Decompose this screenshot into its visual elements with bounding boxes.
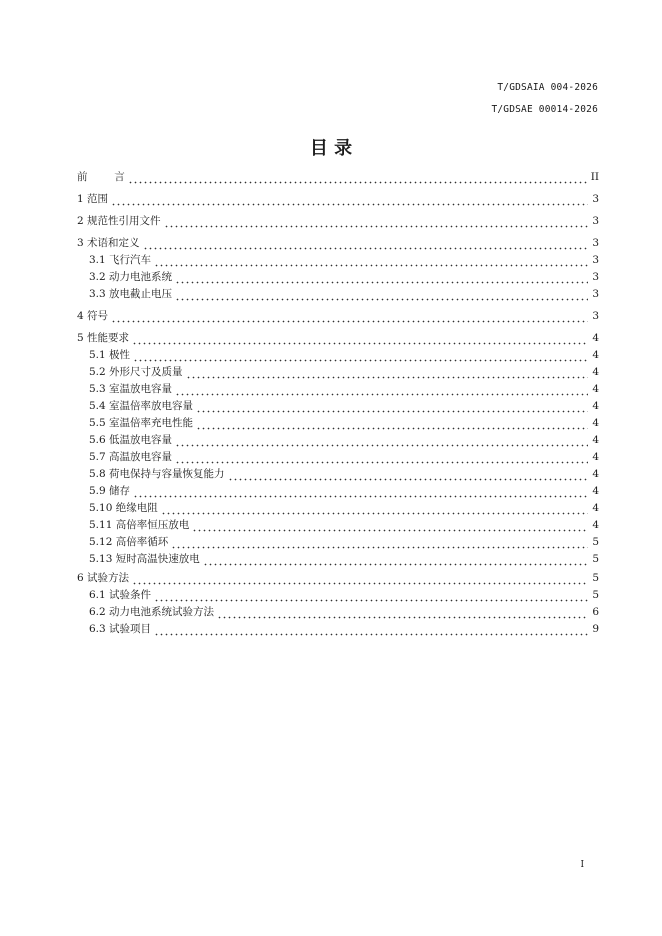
- dot-leader: [228, 471, 588, 481]
- toc-entry-number: 1: [77, 193, 84, 205]
- toc-entry-number: 5.12: [89, 536, 113, 548]
- toc-entry-text: 符号: [87, 310, 109, 322]
- toc-entry-page: 3: [592, 254, 599, 266]
- toc-entry-number: 3: [77, 237, 84, 249]
- toc-entry-text: 放电截止电压: [109, 288, 173, 300]
- toc-entry[interactable]: [89, 518, 599, 532]
- toc-entry[interactable]: [89, 399, 599, 413]
- toc-entry-number: 5.5: [89, 417, 106, 429]
- dot-leader: [111, 313, 588, 323]
- dot-leader: [175, 386, 588, 396]
- toc-entry[interactable]: [89, 270, 599, 284]
- toc-entry-page: 3: [592, 271, 599, 283]
- toc-entry-text: 试验项目: [109, 623, 152, 635]
- toc-entry-number: 2: [77, 215, 84, 227]
- toc-entry-label: [77, 309, 108, 323]
- dot-leader: [164, 218, 588, 228]
- toc-entry-label: [89, 382, 172, 396]
- toc-entry-text: 室温放电容量: [109, 383, 173, 395]
- toc-entry-text: 短时高温快速放电: [115, 553, 200, 565]
- toc-entry-number: 3.1: [89, 254, 106, 266]
- toc-entry-page: 4: [592, 400, 599, 412]
- dot-leader: [171, 539, 588, 549]
- dot-leader: [154, 626, 588, 636]
- toc-entry-number: 5.13: [89, 553, 113, 565]
- toc-entry-page: 3: [592, 237, 599, 249]
- toc-entry-label: [89, 287, 172, 301]
- toc-entry-page: 4: [592, 468, 599, 480]
- toc-entry-label: [89, 605, 214, 619]
- toc-entry-text: 高倍率恒压放电: [115, 519, 190, 531]
- toc-entry-label: [89, 535, 168, 549]
- toc-entry-label: [89, 433, 172, 447]
- toc-entry-number: 6.3: [89, 623, 106, 635]
- toc-entry-number: 5.3: [89, 383, 106, 395]
- dot-leader: [175, 291, 588, 301]
- toc-entry-text: 高倍率循环: [115, 536, 169, 548]
- dot-leader: [175, 274, 588, 284]
- toc-entry-text: 高温放电容量: [109, 451, 173, 463]
- toc-entry-number: 6: [77, 572, 84, 584]
- toc-entry-label: [77, 214, 161, 228]
- toc-entry-number: 6.1: [89, 589, 106, 601]
- toc-entry-label: [89, 270, 172, 284]
- toc-entry-number: 5: [77, 332, 84, 344]
- toc-entry-page: 3: [592, 310, 599, 322]
- toc-entry-label: [89, 501, 158, 515]
- toc-entry-number: 5.10: [89, 502, 113, 514]
- toc-entry[interactable]: [89, 605, 599, 619]
- toc-entry-number: 5.11: [89, 519, 113, 531]
- toc-entry-text: 飞行汽车: [109, 254, 152, 266]
- toc-entry[interactable]: [89, 535, 599, 549]
- toc-entry-label: [89, 399, 193, 413]
- toc-entry-number: 5.8: [89, 468, 106, 480]
- toc-entry-page: 5: [592, 589, 599, 601]
- toc-entry-text: 室温倍率放电容量: [109, 400, 194, 412]
- toc-entry-label: [77, 170, 125, 184]
- toc-entry-number: 5.6: [89, 434, 106, 446]
- dot-leader: [192, 522, 588, 532]
- toc-entry-text: 外形尺寸及质量: [109, 366, 183, 378]
- toc-entry[interactable]: [89, 622, 599, 636]
- toc-entry-text: 前 言: [77, 171, 125, 183]
- toc-entry-page: 4: [592, 434, 599, 446]
- page-number: I: [580, 860, 584, 870]
- toc-entry[interactable]: [77, 571, 599, 585]
- toc-entry-page: 4: [592, 502, 599, 514]
- page-title: 目 录: [309, 138, 353, 159]
- toc-entry-label: [89, 622, 151, 636]
- toc-entry[interactable]: [89, 467, 599, 481]
- toc-entry-page: 3: [592, 193, 599, 205]
- dot-leader: [203, 556, 588, 566]
- toc-entry-text: 动力电池系统试验方法: [109, 606, 215, 618]
- toc-entry-text: 范围: [87, 193, 109, 205]
- toc-entry-page: 4: [592, 349, 599, 361]
- toc-entry[interactable]: [89, 588, 599, 602]
- dot-leader: [161, 505, 588, 515]
- toc-entry-text: 低温放电容量: [109, 434, 173, 446]
- dot-leader: [154, 257, 588, 267]
- toc-entry-label: [89, 588, 151, 602]
- dot-leader: [186, 369, 588, 379]
- toc-entry-text: 术语和定义: [87, 237, 140, 249]
- dot-leader: [154, 592, 588, 602]
- toc-entry[interactable]: [77, 236, 599, 250]
- toc-entry-label: [89, 518, 189, 532]
- toc-entry-label: [89, 253, 151, 267]
- toc-entry[interactable]: [77, 192, 599, 206]
- toc-entry[interactable]: [89, 484, 599, 498]
- dot-leader: [196, 420, 588, 430]
- toc-entry[interactable]: [89, 253, 599, 267]
- toc-entry-text: 室温倍率充电性能: [109, 417, 194, 429]
- toc-entry[interactable]: [77, 331, 599, 345]
- toc-entry[interactable]: [77, 214, 599, 228]
- toc-entry-number: 5.1: [89, 349, 106, 361]
- dot-leader: [175, 437, 588, 447]
- toc-entry-label: [77, 192, 108, 206]
- standard-number-2: T/GDSAE 00014-2026: [491, 104, 598, 115]
- toc-entry-label: [77, 571, 129, 585]
- toc-entry-page: 4: [592, 383, 599, 395]
- toc-entry[interactable]: [89, 382, 599, 396]
- dot-leader: [133, 352, 588, 362]
- toc-entry-label: [77, 236, 140, 250]
- toc-entry[interactable]: [89, 450, 599, 464]
- toc-entry-page: 4: [592, 366, 599, 378]
- toc-entry-page: II: [590, 171, 599, 183]
- toc-entry-label: [77, 331, 129, 345]
- toc-entry-page: 4: [592, 332, 599, 344]
- toc-entry-number: 5.7: [89, 451, 106, 463]
- toc-entry-number: 4: [77, 310, 84, 322]
- toc-entry-number: 3.2: [89, 271, 106, 283]
- toc-entry-page: 6: [592, 606, 599, 618]
- dot-leader: [111, 196, 588, 206]
- toc-entry[interactable]: [89, 365, 599, 379]
- toc-entry-number: 5.4: [89, 400, 106, 412]
- dot-leader: [196, 403, 588, 413]
- toc-entry-page: 3: [592, 215, 599, 227]
- toc-entry-page: 3: [592, 288, 599, 300]
- toc-entry-text: 试验条件: [109, 589, 152, 601]
- toc-entry-number: 6.2: [89, 606, 106, 618]
- toc-entry-label: [89, 467, 225, 481]
- dot-leader: [143, 240, 588, 250]
- dot-leader: [132, 335, 588, 345]
- toc-entry-page: 4: [592, 417, 599, 429]
- toc-entry[interactable]: [89, 348, 599, 362]
- toc-entry[interactable]: [89, 416, 599, 430]
- toc-entry-page: 4: [592, 519, 599, 531]
- toc-entry[interactable]: [77, 170, 599, 184]
- toc-entry-label: [89, 416, 193, 430]
- toc-entry-text: 绝缘电阻: [115, 502, 158, 514]
- dot-leader: [128, 174, 588, 184]
- toc-entry-text: 性能要求: [87, 332, 130, 344]
- toc-entry-page: 4: [592, 451, 599, 463]
- toc-entry-number: 5.9: [89, 485, 106, 497]
- toc-entry-text: 储存: [109, 485, 131, 497]
- standard-number-1: T/GDSAIA 004-2026: [497, 82, 598, 93]
- toc-entry[interactable]: [77, 309, 599, 323]
- toc-entry-label: [89, 450, 172, 464]
- toc-entry[interactable]: [89, 501, 599, 515]
- toc-entry-page: 5: [592, 553, 599, 565]
- toc-entry-text: 试验方法: [87, 572, 130, 584]
- dot-leader: [217, 609, 588, 619]
- toc-entry-number: 5.2: [89, 366, 106, 378]
- toc-entry-page: 5: [592, 536, 599, 548]
- toc-entry[interactable]: [89, 287, 599, 301]
- toc-entry-page: 4: [592, 485, 599, 497]
- toc-entry-text: 荷电保持与容量恢复能力: [109, 468, 225, 480]
- toc-entry-text: 动力电池系统: [109, 271, 173, 283]
- toc-entry[interactable]: [89, 433, 599, 447]
- toc-entry-number: 3.3: [89, 288, 106, 300]
- toc-entry-text: 规范性引用文件: [87, 215, 161, 227]
- toc-entry-page: 5: [592, 572, 599, 584]
- dot-leader: [175, 454, 588, 464]
- toc-entry-page: 9: [592, 623, 599, 635]
- toc-entry-label: [89, 484, 130, 498]
- toc-entry-label: [89, 348, 130, 362]
- toc-entry-label: [89, 552, 200, 566]
- toc-entry-label: [89, 365, 183, 379]
- toc-entry[interactable]: [89, 552, 599, 566]
- dot-leader: [133, 488, 588, 498]
- toc-entry-text: 极性: [109, 349, 131, 361]
- dot-leader: [132, 575, 588, 585]
